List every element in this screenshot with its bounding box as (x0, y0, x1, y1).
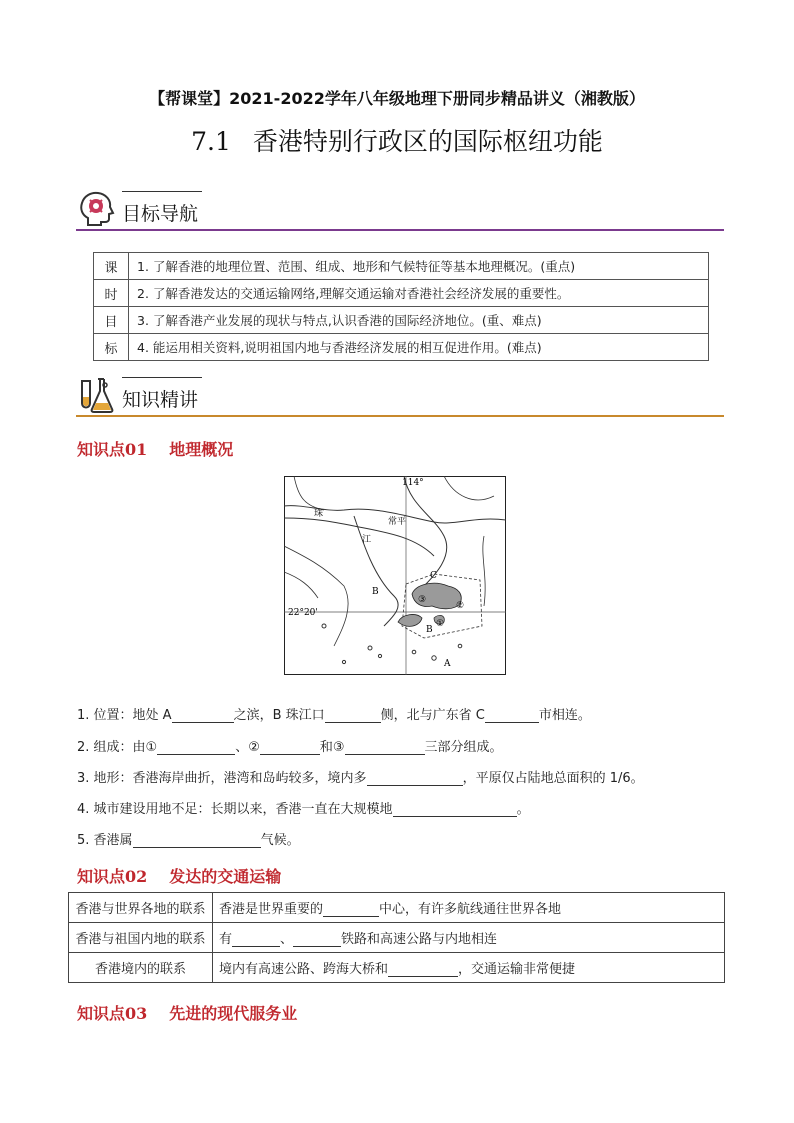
document-header: 【帮课堂】2021-2022学年八年级地理下册同步精品讲义（湘教版） (149, 89, 645, 108)
map-label: C (430, 571, 437, 581)
knowledge-point-1 (77, 437, 233, 460)
knowledge-point-3 (77, 1001, 297, 1024)
kp-title: 先进的现代服务业 (169, 1004, 298, 1023)
question-3: 3. 地形：香港海岸曲折，港湾和岛屿较多，境内多 ，平原仅占陆地总面积的 1/6。 (77, 771, 644, 786)
map-label: B (372, 587, 379, 597)
title-text: 香港特别行政区的国际枢纽功能 (252, 127, 603, 156)
answer-blank[interactable] (260, 740, 320, 755)
map-label: ① (436, 619, 445, 629)
map-label: 珠 (314, 509, 324, 519)
header-top-line (122, 377, 202, 378)
answer-blank[interactable] (345, 740, 425, 755)
goal-key-char: 时 (94, 280, 129, 307)
page-title (0, 122, 794, 158)
table-row (69, 923, 725, 953)
goals-table (93, 252, 709, 361)
map-label: ② (456, 601, 465, 611)
section-knowledge-header (76, 375, 724, 419)
map-longitude-label: 114° (402, 478, 424, 488)
answer-blank[interactable] (293, 932, 341, 947)
table-row (94, 307, 709, 334)
section-goals-header (76, 189, 724, 233)
table-row (69, 953, 725, 983)
goal-key-char: 目 (94, 307, 129, 334)
section-goals-rule (76, 229, 724, 231)
section-knowledge-rule (76, 415, 724, 417)
kp-number: 知识点03 (77, 1004, 148, 1023)
table-row (94, 280, 709, 307)
transport-value: 境内有高速公路、跨海大桥和 ，交通运输非常便捷 (213, 953, 725, 983)
question-2: 2. 组成：由① 、② 和③ 三部分组成。 (77, 740, 503, 755)
answer-blank[interactable] (325, 708, 381, 723)
flask-icon (76, 375, 116, 415)
map-label: 江 (362, 535, 372, 545)
goal-item: 3. 了解香港产业发展的现状与特点,认识香港的国际经济地位。(重、难点) (129, 307, 709, 334)
answer-blank[interactable] (157, 740, 235, 755)
table-row (94, 253, 709, 280)
question-5: 5. 香港属 气候。 (77, 833, 300, 848)
goal-key-char: 标 (94, 334, 129, 361)
header-top-line (122, 191, 202, 192)
kp-title: 发达的交通运输 (169, 867, 282, 886)
answer-blank[interactable] (388, 962, 458, 977)
hong-kong-map (284, 476, 506, 675)
transport-value: 有 、 铁路和高速公路与内地相连 (213, 923, 725, 953)
transport-key: 香港境内的联系 (69, 953, 213, 983)
knowledge-point-2 (77, 864, 281, 887)
transport-key: 香港与世界各地的联系 (69, 893, 213, 923)
title-number: 7.1 (191, 127, 231, 156)
map-label: ③ (418, 595, 427, 605)
transport-value: 香港是世界重要的 中心，有许多航线通往世界各地 (213, 893, 725, 923)
answer-blank[interactable] (133, 833, 261, 848)
answer-blank[interactable] (485, 708, 539, 723)
answer-blank[interactable] (172, 708, 234, 723)
goal-key-char: 课 (94, 253, 129, 280)
goal-item: 4. 能运用相关资料,说明祖国内地与香港经济发展的相互促进作用。(难点) (129, 334, 709, 361)
goal-item: 1. 了解香港的地理位置、范围、组成、地形和气候特征等基本地理概况。(重点) (129, 253, 709, 280)
kp-number: 知识点01 (77, 440, 148, 459)
goal-item: 2. 了解香港发达的交通运输网络,理解交通运输对香港社会经济发展的重要性。 (129, 280, 709, 307)
map-latitude-label: 22°20' (288, 608, 318, 618)
table-row (69, 893, 725, 923)
map-label: A (444, 659, 451, 669)
section-knowledge-label: 知识精讲 (122, 389, 199, 411)
brain-gear-icon (76, 189, 116, 229)
answer-blank[interactable] (323, 902, 379, 917)
transport-key: 香港与祖国内地的联系 (69, 923, 213, 953)
question-1: 1. 位置：地处 A 之滨，B 珠江口 侧，北与广东省 C 市相连。 (77, 708, 591, 723)
section-goals-label: 目标导航 (122, 203, 199, 225)
kp-title: 地理概况 (169, 440, 234, 459)
answer-blank[interactable] (367, 771, 463, 786)
answer-blank[interactable] (393, 802, 517, 817)
kp-number: 知识点02 (77, 867, 148, 886)
answer-blank[interactable] (232, 932, 280, 947)
transport-table (68, 892, 725, 983)
question-4: 4. 城市建设用地不足：长期以来，香港一直在大规模地 。 (77, 802, 530, 817)
map-label: 常平 (388, 517, 407, 527)
map-label: B (426, 625, 433, 635)
table-row (94, 334, 709, 361)
